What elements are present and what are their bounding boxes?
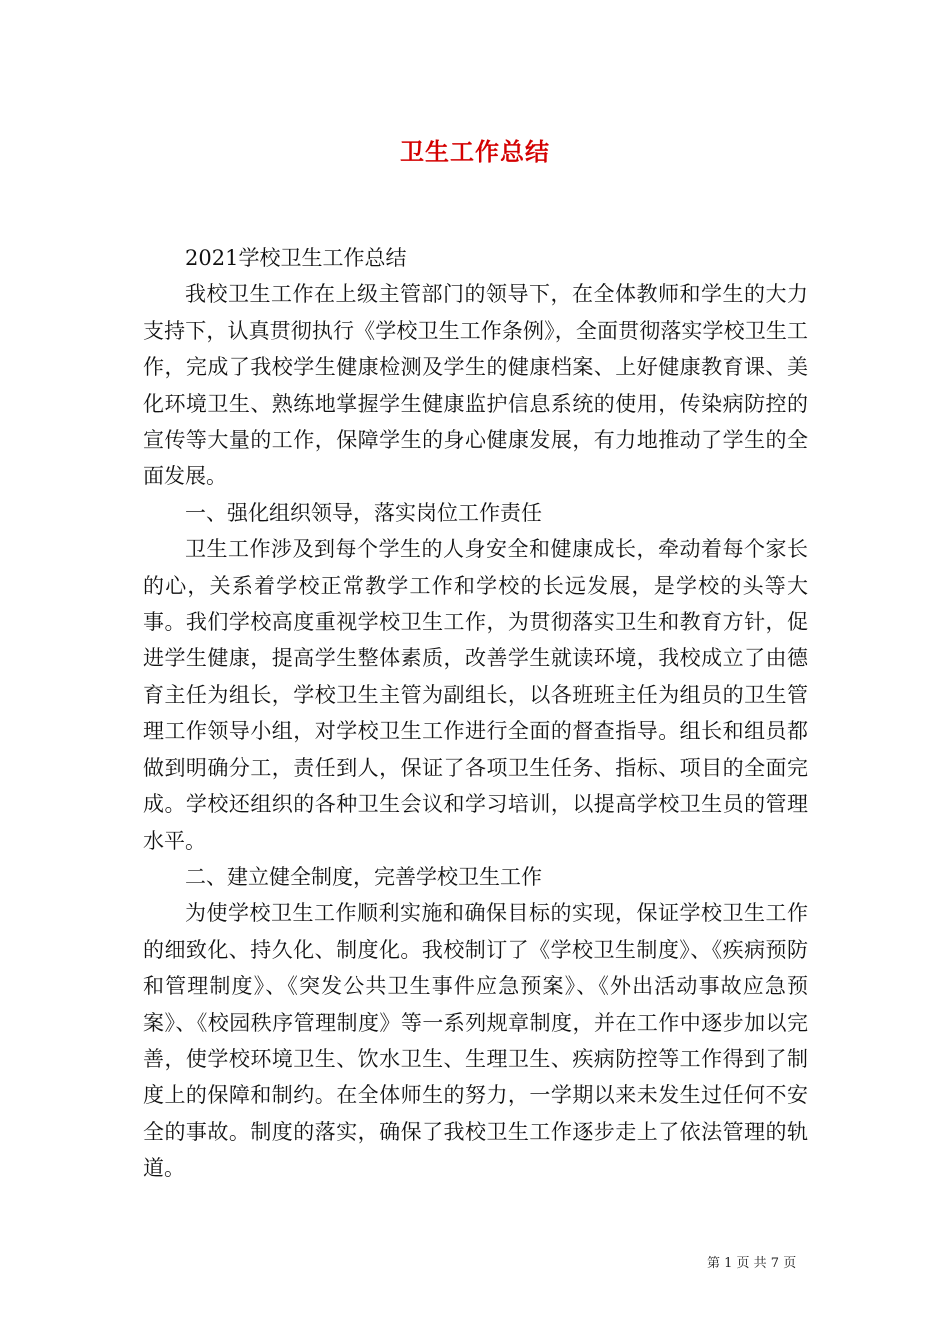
section-heading-1: 一、强化组织领导，落实岗位工作责任 [185,500,542,525]
paragraph-section-1: 卫生工作涉及到每个学生的人身安全和健康成长，牵动着每个家长的心，关系着学校正常教学工作和学校的长远发展，是学校的头等大事。我们学校高度重视学校卫生工作，为贯彻落实卫生和教育方针，促进学生健康，提高学生整体素质，改善学生就读环境，我校成立了由德育主任为组长，学校卫生主管为副组长，以各班班主任为组员的卫生管理工作领导小组，对学校卫生工作进行全面的督查指导。组长和组员都做到明确分工，责任到人，保证了各项卫生任务、指标、项目的全面完成。学校还组织的各种卫生会议和学习培训，以提高学校卫生员的管理水平。 [143,537,808,853]
document-subtitle: 2021学校卫生工作总结 [185,246,407,270]
document-title: 卫生工作总结 [400,137,550,166]
section-heading-2: 二、建立健全制度，完善学校卫生工作 [185,864,542,889]
paragraph-intro: 我校卫生工作在上级主管部门的领导下，在全体教师和学生的大力支持下，认真贯彻执行《学校卫生工作条例》，全面贯彻落实学校卫生工作，完成了我校学生健康检测及学生的健康档案、上好健康教育课、美化环境卫生、熟练地掌握学生健康监护信息系统的使用，传染病防控的宣传等大量的工作，保障学生的身心健康发展，有力地推动了学生的全面发展。 [143,282,808,489]
document-body [143,240,808,1187]
paragraph-section-2: 为使学校卫生工作顺利实施和确保目标的实现，保证学校卫生工作的细致化、持久化、制度化。我校制订了《学校卫生制度》、《疾病预防和管理制度》、《突发公共卫生事件应急预案》、《外出活动事故应急预案》、《校园秩序管理制度》等一系列规章制度，并在工作中逐步加以完善，使学校环境卫生、饮水卫生、生理卫生、疾病防控等工作得到了制度上的保障和制约。在全体师生的努力，一学期以来未发生过任何不安全的事故。制度的落实，确保了我校卫生工作逐步走上了依法管理的轨道。 [143,901,808,1181]
page-number: 第 1 页 共 7 页 [707,1256,797,1271]
